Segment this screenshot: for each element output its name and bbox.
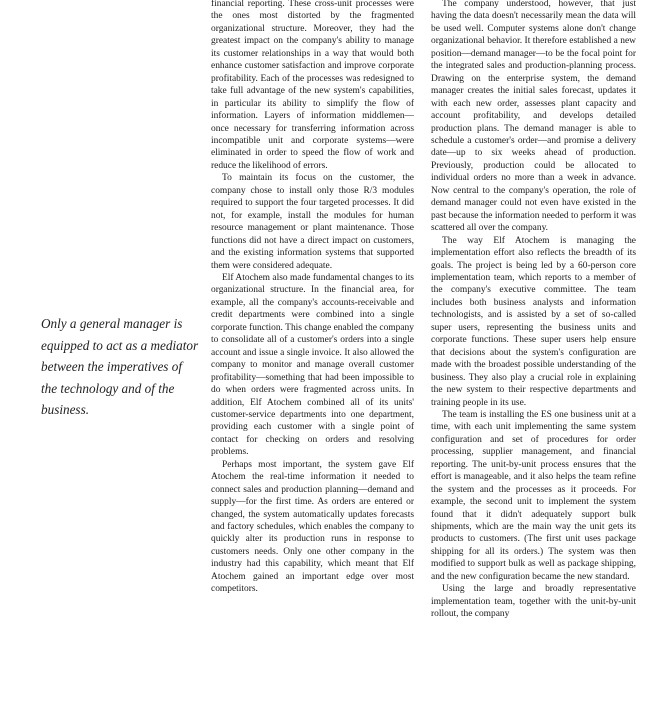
paragraph: To maintain its focus on the customer, the company chose to install only those R/3 modules required to support the four targeted processes. It did not, for example, install the modules for human resource management or plant maintenance. Those functions did not have a direct impact on customers, and the existing information systems that supported them were considered adequate.	[211, 173, 414, 271]
right-column	[431, 0, 636, 621]
paragraph: The way Elf Atochem is managing the implementation effort also reflects the breadth of its goals. The project is being led by a 60-person core implementation team, which reports to a member of the company's executive committee. The team includes both business analysts and information technologists, and is assisted by a set of so-called super users, representing the business units and corporate functions. These super users help ensure that decisions about the system's configuration are made with the broadest possible understanding of the business. They also play a crucial role in explaining the new system to their respective departments and training people in its use.	[431, 235, 636, 408]
paragraph: Elf Atochem also made fundamental changes to its organizational structure. In the financial area, for example, all the company's accounts-receivable and credit departments were combined into a single corporate function. This change enabled the company to consolidate all of a customer's orders into a single account and issue a single invoice. It also allowed the company to monitor and manage overall customer profitability—something that had been impossible to do when orders were fragmented across units. In addition, Elf Atochem combined all of its units' customer-service departments into one department, providing each customer with a single point of contact for checking on orders and resolving problems.	[211, 272, 414, 458]
pull-quote-text: Only a general manager is equipped to act as a mediator between the imperatives of the technology and of the business.	[41, 316, 199, 418]
paragraph: Using the large and broadly representative implementation team, together with the unit-by-unit rollout, the company	[431, 584, 636, 620]
paragraph: The team is installing the ES one business unit at a time, with each unit implementing the same system configuration and set of procedures for order processing, supplier management, and financial reporting. The unit-by-unit process ensures that the effort is manageable, and it also helps the team refine the system and the processes as it proceeds. For example, the second unit to implement the system found that it didn't adequately support bulk shipments, which are the main way the unit gets its products to customers. (The first unit uses package shipping for all its orders.) The system was then modified to support bulk as well as package shipping, and the new configuration became the new standard.	[431, 409, 636, 582]
paragraph: financial reporting. These cross-unit processes were the ones most distorted by the fragmented organizational structure. Moreover, they had the greatest impact on the company's ability to manage its customer relationships in a way that would both enhance customer satisfaction and improve corporate profitability. Each of the processes was redesigned to take full advantage of the new system's capabilities, in particular its ability to simplify the flow of information. Layers of information middlemen—once necessary for transferring information across incompatible unit and corporate systems—were eliminated in order to speed the flow of work and reduce the likelihood of errors.	[211, 0, 414, 171]
left-column	[211, 0, 414, 596]
pull-quote	[41, 313, 201, 421]
paragraph: Perhaps most important, the system gave Elf Atochem the real-time information it needed to connect sales and production planning—demand and supply—for the first time. As orders are entered or changed, the system automatically updates forecasts and factory schedules, which enables the company to quickly alter its production runs in response to customers needs. Only one other company in the industry had this capability, which meant that Elf Atochem gained an important edge over most competitors.	[211, 459, 414, 595]
paragraph: The company understood, however, that just having the data doesn't necessarily mean the data will be used well. Computer systems alone don't change organizational behavior. It therefore established a new position—demand manager—to be the focal point for the integrated sales and production-planning process. Drawing on the enterprise system, the demand manager creates the initial sales forecast, updates it with each new order, assesses plant capacity and account profitability, and develops detailed production plans. The demand manager is able to schedule a customer's order—and promise a delivery date—up to six weeks ahead of production. Previously, production could be allocated to individual orders no more than a week in advance. Now central to the company's operation, the role of demand manager could not even have existed in the past because the information needed to perform it was scattered all over the company.	[431, 0, 636, 234]
